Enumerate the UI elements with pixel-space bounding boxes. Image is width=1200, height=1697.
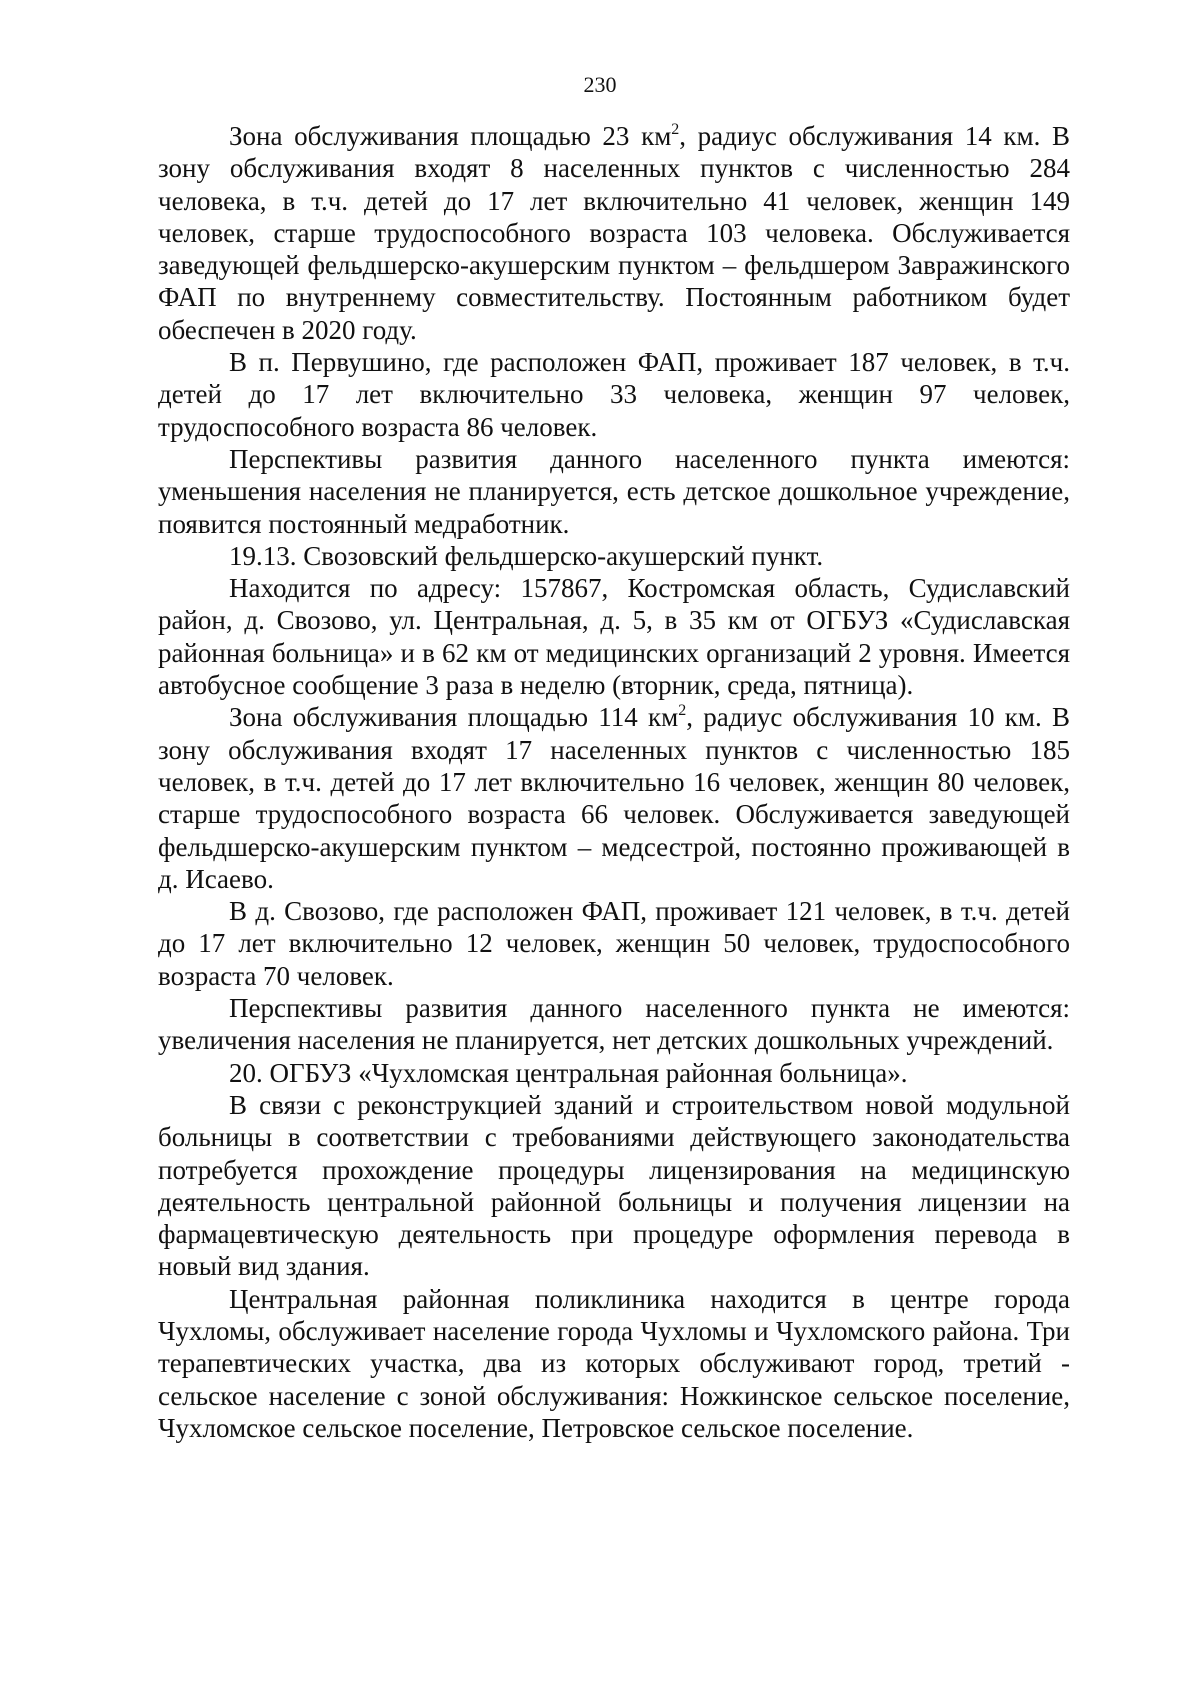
- section-heading-chukhloma-hospital: 20. ОГБУЗ «Чухломская центральная районная больница».: [229, 1057, 908, 1088]
- paragraph-service-zone-svozovo: [158, 701, 1070, 895]
- paragraph-pervushino-population: В п. Первушино, где расположен ФАП, проживает 187 человек, в т.ч. детей до 17 лет включительно 33 человека, женщин 97 человек, трудоспособного возраста 86 человек.: [158, 347, 1070, 442]
- page-number: 230: [583, 72, 617, 97]
- paragraph-svozovsky-address: Находится по адресу: 157867, Костромская область, Судиславский район, д. Свозово, ул. Центральная, д. 5, в 35 км от ОГБУЗ «Судиславская районная больница» и в 62 км от медицинских организаций 2 уровня. Имеется автобусное сообщение 3 раза в неделю (вторник, среда, пятница).: [158, 573, 1070, 701]
- paragraph-central-polyclinic: Центральная районная поликлиника находится в центре города Чухломы, обслуживает население города Чухломы и Чухломского района. Три терапевтических участка, два из которых обслуживают город, третий - сельское население с зоной обслуживания: Ножкинское сельское поселение, Чухломское сельское поселение, Петровское сельское поселение.: [158, 1283, 1070, 1443]
- paragraph-reconstruction-licensing: В связи с реконструкцией зданий и строительством новой модульной больницы в соответствии с требованиями действующего законодательства потребуется прохождение процедуры лицензирования на медицинскую деятельность центральной районной больницы и получения лицензии на фармацевтическую деятельность при процедуре оформления перевода в новый вид здания.: [158, 1089, 1070, 1282]
- superscript-squared: 2: [678, 702, 687, 720]
- paragraph-service-zone-pervushino: [158, 120, 1070, 346]
- paragraph-text: Зона обслуживания площадью 23 км: [229, 121, 672, 151]
- paragraph-pervushino-prospects: Перспективы развития данного населенного пункта имеются: уменьшения населения не планируется, есть детское дошкольное учреждение, появится постоянный медработник.: [158, 443, 1070, 539]
- paragraph-text: , радиус обслуживания 10 км. В зону обслуживания входят 17 населенных пунктов с численностью 185 человек, в т.ч. детей до 17 лет включительно 16 человек, женщин 80 человек, старше трудоспособного возраста 66 человек. Обслуживается заведующей фельдшерско-акушерским пунктом – медсестрой, постоянно проживающей в д. Исаево.: [158, 702, 1070, 894]
- section-heading-svozovsky-fap: 19.13. Свозовский фельдшерско-акушерский пункт.: [229, 540, 824, 571]
- paragraph-text: , радиус обслуживания 14 км. В зону обслуживания входят 8 населенных пунктов с численностью 284 человека, в т.ч. детей до 17 лет включительно 41 человек, женщин 149 человек, старше трудоспособного возраста 103 человека. Обслуживается заведующей фельдшерско-акушерским пунктом – фельдшером Завражинского ФАП по внутреннему совместительству. Постоянным работником будет обеспечен в 2020 году.: [158, 121, 1070, 345]
- document-body: [158, 120, 1070, 1444]
- superscript-squared: 2: [671, 121, 680, 138]
- paragraph-text: Зона обслуживания площадью 114 км: [229, 702, 679, 733]
- paragraph-svozovo-population: В д. Свозово, где расположен ФАП, проживает 121 человек, в т.ч. детей до 17 лет включительно 12 человек, женщин 50 человек, трудоспособного возраста 70 человек.: [158, 896, 1070, 991]
- paragraph-svozovo-prospects: Перспективы развития данного населенного пункта не имеются: увеличения населения не планируется, нет детских дошкольных учреждений.: [158, 993, 1070, 1056]
